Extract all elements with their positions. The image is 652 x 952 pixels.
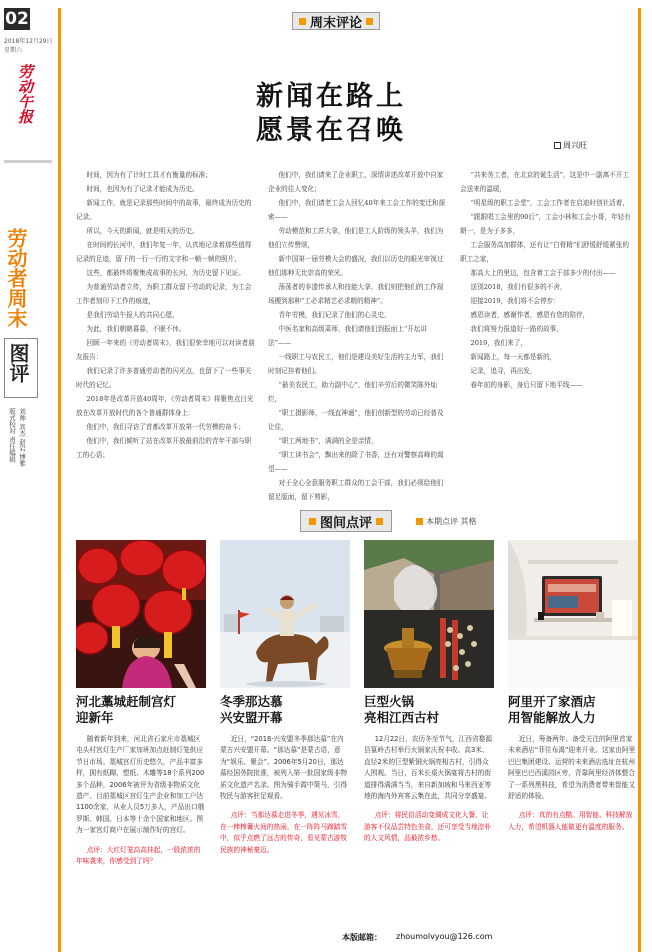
story-title-line-1: 河北藁城赶制宫灯 — [76, 694, 177, 709]
credit-names: 刘帅 宾杰 赵岩 博雅 — [18, 408, 26, 467]
essay-paragraph: “职工两地书”，满满的全是亲情， — [278, 437, 378, 445]
issue-date: 2018年12月29日 — [4, 38, 53, 45]
essay-paragraph: 那高大上的里边，包含着工会干部多少的付出—— — [470, 269, 616, 277]
headline-line-1: 新闻在路上 — [256, 81, 406, 112]
column-name: 图评 — [6, 343, 30, 383]
story-title — [364, 694, 494, 726]
essay-paragraph: “职工摄影师，一线直神通”，他们创新型的劳动已经普及让往， — [268, 409, 444, 431]
orange-square-icon — [309, 518, 316, 525]
horse-rider-photo — [220, 540, 350, 688]
essay-paragraph: 时间，因为有了计时工具才有衡量的标准； — [86, 171, 212, 179]
story-body: 随着新年到来，河北省石家庄市藁城区屯头村宫灯生产厂家加班加点赶制灯笼供应节日市场。藁城宫灯历史悠久，产品丰富多样，拥有纸糊、塑纸、木雕等18个系列200多个品种，2006年被评为省级非物质文化遗产。目前藁城区宫灯生产企业和加工户达1100余家，从业人员5万多人，产品出口俄罗斯、韩国、日本等十余个国家和地区。图为一家宫灯商户在展示制作好的宫灯。 — [76, 735, 205, 835]
essay-paragraph: 他们中，我们倾听了站在改革开放最前沿的青年干部与职工的心语； — [76, 437, 252, 459]
essay-paragraph: “最美农民工，助力副中心”，他们辛劳后的微笑陈外灿烂， — [268, 381, 437, 403]
story-card-hotpot — [364, 694, 494, 845]
essay-paragraph: “职工读书会”，飘出来的除了书香，还有对警察高峰的渴望—— — [268, 451, 444, 473]
essay-paragraph: 这些，都最终将聚集成故事的长河，为历史留下见证。 — [86, 269, 245, 277]
essay-paragraph: 工会服务高加群体，还有让“白骨精”们舒缓舒缓紧张的职工之家， — [460, 241, 629, 263]
essay-paragraph: 荡荡者的非遗传承人和技能大拿，我们则把他们的工作现场搬到那种“工必求精艺必求精的精神”。 — [268, 283, 444, 305]
masthead-sidebar — [0, 0, 56, 952]
essay-paragraph: 春年前的身影，身后只留下地平线—— — [470, 381, 583, 389]
lantern-illustration — [76, 540, 206, 688]
credit-roles: 版式校对 责任编辑 — [8, 408, 16, 463]
essay-paragraph: 青年劳模，我们记录了他们的心灵史， — [278, 311, 391, 319]
essay-paragraph: 为普通劳动者立传，为职工群众留下劳动的记录，为工会工作者刻印下工作的痕迹， — [76, 283, 252, 305]
hotel-room-photo — [508, 540, 638, 688]
essay-paragraph: 2019，我们来了， — [470, 339, 527, 347]
essay-paragraph: “跟跟唱工会里的90后”，工会小林和工会小哥，年轻有朝一，是为子多多， — [460, 213, 631, 235]
essay-paragraph: 他们中，我们寻访了首都改革开放第一代劳模的奋斗； — [86, 423, 245, 431]
essay-paragraph: 中医名家和高级菜师，我们请他们到报面上“开坛讲法”—— — [268, 325, 427, 347]
reviewer-name: 本期点评 其格 — [426, 517, 477, 526]
orange-square-icon — [416, 518, 423, 525]
story-title-line-2: 迎新年 — [76, 710, 114, 725]
story-comment: 点评：将民俗活动变调成文化大餐，让游客不仅品尝特色美食，还可享受当地淳朴的人文风情，品最浓乡愁。 — [364, 811, 492, 843]
essay-paragraph: 他们中，我们请来了企业职工，深情讲述改革开放中自家企业的往人变化； — [268, 171, 444, 193]
essay-paragraph: 迎接2019，我们将不会停步： — [470, 297, 560, 305]
essay-paragraph: “共来务工者，在北京的诞生活”，这是中一副离不开工会送来的温暖， — [460, 171, 629, 193]
essay-paragraph: 所以，今天的新闻，就是明天的历史。 — [86, 227, 199, 235]
story-title — [508, 694, 638, 726]
essay-paragraph: 新闻工作，就是记录那些时间中的故事，最终成为历史的记录。 — [76, 199, 252, 221]
essay-paragraph: 一线职工与农民工，他们是建设美好生活的主力军，我们时刻记挂着他们。 — [268, 353, 444, 375]
author-name: 周兴旺 — [563, 141, 587, 150]
story-body: 近日，筹备两年、备受关注的阿里首家未来酒店“菲住布渴”迎来开业。这家由阿里巴巴集团建设、运营的未来酒店选址在杭州阿里巴巴西溪园区旁，背靠阿里经济体整合了一系列黑科技，希望为消费者带来智能又舒适的体验。 — [508, 735, 636, 801]
page-number: 02 — [5, 9, 29, 29]
story-body: 近日，“2018·兴安盟冬季那达慕”在内蒙古兴安盟开幕。“那达慕”是蒙古语，意为“娱乐、聚会”。2006年5月20日，那达慕经国务院批准，被列入第一批国家级非物质文化遗产名录。图为骑手霞中策马，引得牧民与游客驻足观看。 — [220, 735, 348, 801]
essay-paragraph: 时间，也因为有了记录才能成为历史。 — [86, 185, 199, 193]
essay-paragraph: 我们记录了许多普通劳动者的闪光点，也留下了一些事关时代的记忆。 — [76, 367, 252, 389]
sidebar-divider — [4, 160, 52, 163]
essay-paragraph: 感恩读者，感谢作者，感恩有您的陪伴， — [470, 311, 590, 319]
orange-square-icon — [376, 518, 383, 525]
editorial-credits — [8, 408, 26, 478]
page-footer — [342, 932, 492, 943]
essay-paragraph: 送别2018，我们有很多的不舍， — [470, 283, 567, 291]
issue-weekday: 星期六 — [4, 47, 23, 54]
story-title-line-1: 冬季那达慕 — [220, 694, 283, 709]
essay-column-2 — [268, 168, 448, 504]
essay-paragraph: 我们将努力报道好一路的故事， — [470, 325, 563, 333]
story-title-line-1: 巨型火锅 — [364, 694, 415, 709]
story-comment: 点评：大红灯笼高高挂起，一股浓浓的年味袭来，你感受到了吗？ — [76, 845, 201, 866]
footer-email[interactable]: zhoumolvyou@126.com — [396, 932, 493, 941]
picture-review-text: 图间点评 — [320, 515, 373, 531]
essay-paragraph: 新闻路上，每一天都是新的， — [470, 353, 557, 361]
article-headline — [256, 80, 496, 148]
picture-review-label — [300, 510, 392, 532]
story-title — [76, 694, 206, 726]
story-title-line-1: 阿里开了家酒店 — [508, 694, 596, 709]
orange-square-icon — [299, 18, 306, 25]
story-comment: 点评：当那达慕走进冬季，遇见冰雪，在一棒棒篝火间的热闹，在一阵阵马蹄踏雪中，似乎点燃了远古的传奇，看见蒙古游牧民族的神秘豪迈。 — [220, 811, 348, 854]
story-card-lanterns — [76, 694, 206, 867]
essay-paragraph: 他们中，我们请老工会人回忆40年来工会工作的变迁和探索—— — [268, 199, 446, 221]
byline-box-icon — [554, 142, 561, 149]
orange-rule-right — [638, 8, 641, 952]
essay-column-3 — [460, 168, 632, 392]
essay-paragraph: “明星级的职工会堂”，工会工作者在启迪时创社活着， — [470, 199, 629, 207]
essay-paragraph: 记录，追寻，再出发， — [470, 367, 537, 375]
essay-paragraph: 对于全心全意服务职工群众的工会干部，我们必须给他们留足版面，留下剪影， — [268, 479, 444, 501]
lantern-photo — [76, 540, 206, 688]
newspaper-logo: 劳动午报 — [16, 64, 34, 124]
weekend-commentary-label — [292, 12, 380, 30]
story-body: 12月22日，农历冬至节气，江西省婺源县篁岭古村举行火锅家庆祝丰收。高3米、直径2米的巨型紫铜火锅亮相古村，引得众人围观。当日，百米长桌火锅宴将古村的街道排得满满当当，来自新加坡和马来西亚等地的海内外宾客云集在此，共同分享盛宴。 — [364, 735, 493, 801]
story-title — [220, 694, 350, 726]
hotpot-illustration — [364, 540, 494, 688]
essay-paragraph: 在时间的长河中，我们年复一年，认真地记录着那些值得记录的足迹，留下的一行一行的文字和一帧一帧的照片， — [76, 241, 252, 263]
horse-rider-illustration — [220, 540, 350, 688]
story-title-line-2: 亮相江西古村 — [364, 710, 440, 725]
headline-line-2: 愿景在召唤 — [256, 115, 406, 146]
story-card-naadam — [220, 694, 350, 856]
essay-column-1 — [76, 168, 256, 462]
section-title: 劳动者周末 — [4, 228, 28, 328]
orange-rule-left — [58, 8, 61, 952]
story-comment: 点评：真的有点酷。用智能、科技解放人力，希望机器人能做更有温度的服务。 — [508, 811, 633, 831]
essay-paragraph: 新中国第一届劳模大会的盛况，我们以历史的眼光审视过他们那种无比崇高的荣光。 — [268, 255, 444, 277]
orange-square-icon — [366, 18, 373, 25]
story-card-hotel — [508, 694, 638, 833]
essay-paragraph: 劳动模范和工匠大拿，他们是工人阶级的领头羊，我们为他们立传赞颂， — [268, 227, 444, 249]
hotpot-photo — [364, 540, 494, 688]
weekend-commentary-text: 周末评论 — [310, 15, 363, 31]
essay-paragraph: 回顾一年来的《劳动者周末》，我们很荣幸地可以对读者朋友报告： — [76, 339, 255, 361]
essay-paragraph: 2018年是改革开放40周年，《劳动者周末》将聚焦点目光放在改革开放时代的各个普通群体身上： — [76, 395, 254, 417]
story-title-line-2: 用智能解放人力 — [508, 710, 596, 725]
footer-label: 本版邮箱： — [342, 933, 382, 942]
hotel-room-illustration — [508, 540, 638, 688]
reviewer-credit — [416, 516, 477, 527]
story-title-line-2: 兴安盟开幕 — [220, 710, 283, 725]
essay-paragraph: 为此，我们朝朝暮暮，不眠不休。 — [86, 325, 186, 333]
essay-paragraph: 是我们劳动午报人的共同心愿， — [86, 311, 179, 319]
article-byline — [554, 140, 587, 151]
